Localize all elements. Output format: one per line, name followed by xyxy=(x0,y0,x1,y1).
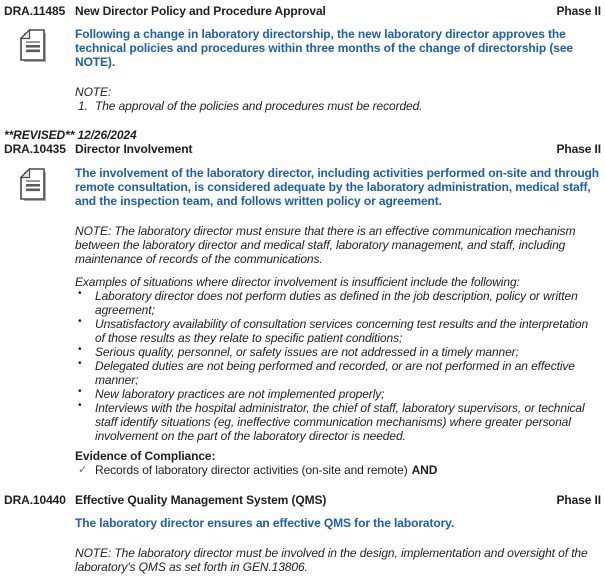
bullet-item xyxy=(75,317,601,345)
requirement-title: Effective Quality Management System (QMS) xyxy=(75,493,327,507)
note-item-text: The approval of the policies and procedures must be recorded. xyxy=(95,99,423,113)
bullet-item xyxy=(75,401,601,443)
evidence-text: Records of laboratory director activities (on-site and remote) xyxy=(95,463,408,477)
bullet-icon: • xyxy=(78,358,82,369)
document-note-icon xyxy=(19,168,75,203)
bullet-item xyxy=(75,359,601,387)
document-note-icon xyxy=(19,29,75,64)
bullet-text: New laboratory practices are not implemented properly; xyxy=(95,387,385,401)
icon-cell xyxy=(4,166,75,203)
requirement-text: The laboratory director ensures an effective QMS for the laboratory. xyxy=(75,516,455,530)
bullet-text: Serious quality, personnel, or safety issues are not addressed in a timely manner; xyxy=(95,345,519,359)
examples-intro: Examples of situations where director involvement is insufficient include the following: xyxy=(75,275,520,289)
icon-cell xyxy=(4,27,75,64)
requirement-body xyxy=(4,166,601,208)
note-numbered-item xyxy=(75,99,601,113)
bullet-icon: • xyxy=(78,288,82,299)
phase-badge: Phase II xyxy=(556,493,601,507)
examples-bullet-list xyxy=(75,289,601,443)
requirement-section-dra-10440 xyxy=(4,493,601,574)
note-paragraph: NOTE: The laboratory director must ensure that there is an effective communication mechanism between the laboratory director and medical staff, laboratory management, and staff, including maintenance of records of the communications. xyxy=(75,224,576,266)
evidence-heading: Evidence of Compliance: xyxy=(75,449,216,463)
requirement-code: DRA.10440 xyxy=(4,493,66,507)
requirement-text: The involvement of the laboratory director, including activities performed on-site and through remote consultation, is considered adequate by the laboratory administration, medical staff, and the inspection team, and follows written policy or agreement. xyxy=(75,166,600,208)
bullet-item xyxy=(75,387,601,401)
bullet-text: Delegated duties are not being performed and recorded, or are not performed in an effective manner; xyxy=(95,359,575,387)
bullet-text: Laboratory director does not perform duties as defined in the job description, policy or written agreement; xyxy=(95,289,578,317)
note-paragraph: NOTE: The laboratory director must be involved in the design, implementation and oversight of the laboratory's QMS as set forth in GEN.13806. xyxy=(75,546,588,574)
requirement-header xyxy=(4,142,601,156)
requirement-header xyxy=(4,493,601,507)
requirement-text: Following a change in laboratory directorship, the new laboratory director approves the technical policies and procedures within three months of the change of directorship (see NOTE). xyxy=(75,27,573,69)
evidence-item-text xyxy=(95,463,601,477)
requirement-body xyxy=(4,27,601,69)
evidence-and-connector: AND xyxy=(411,463,438,477)
note-block xyxy=(75,85,601,113)
bullet-text: Interviews with the hospital administrator, the chief of staff, laboratory supervisors, or technical staff identify situations (eg, ineffective communication mechanisms) where greater personal involvement on the part of the laboratory director is needed. xyxy=(95,401,585,443)
requirement-title: New Director Policy and Procedure Approval xyxy=(75,4,326,18)
phase-badge: Phase II xyxy=(556,142,601,156)
evidence-block xyxy=(75,449,601,477)
requirement-code: DRA.10435 xyxy=(4,142,66,156)
bullet-icon: • xyxy=(78,344,82,355)
phase-badge: Phase II xyxy=(556,4,601,18)
checkmark-icon: ✓ xyxy=(78,464,88,476)
bullet-item xyxy=(75,289,601,317)
note-label: NOTE: xyxy=(75,85,112,99)
list-number: 1. xyxy=(78,99,88,113)
bullet-text: Unsatisfactory availability of consultation services concerning test results and the interpretation of those results as they relate to specific patient conditions; xyxy=(95,317,589,345)
bullet-icon: • xyxy=(78,400,82,411)
evidence-item xyxy=(75,463,601,477)
bullet-icon: • xyxy=(78,386,82,397)
bullet-item xyxy=(75,345,601,359)
requirement-header xyxy=(4,4,601,18)
requirement-title: Director Involvement xyxy=(75,142,193,156)
requirement-code: DRA.11485 xyxy=(4,4,66,18)
requirement-section-dra-10435 xyxy=(4,128,601,477)
revised-banner: **REVISED** 12/26/2024 xyxy=(4,128,137,142)
bullet-icon: • xyxy=(78,316,82,327)
requirement-section-dra-11485 xyxy=(4,4,601,113)
